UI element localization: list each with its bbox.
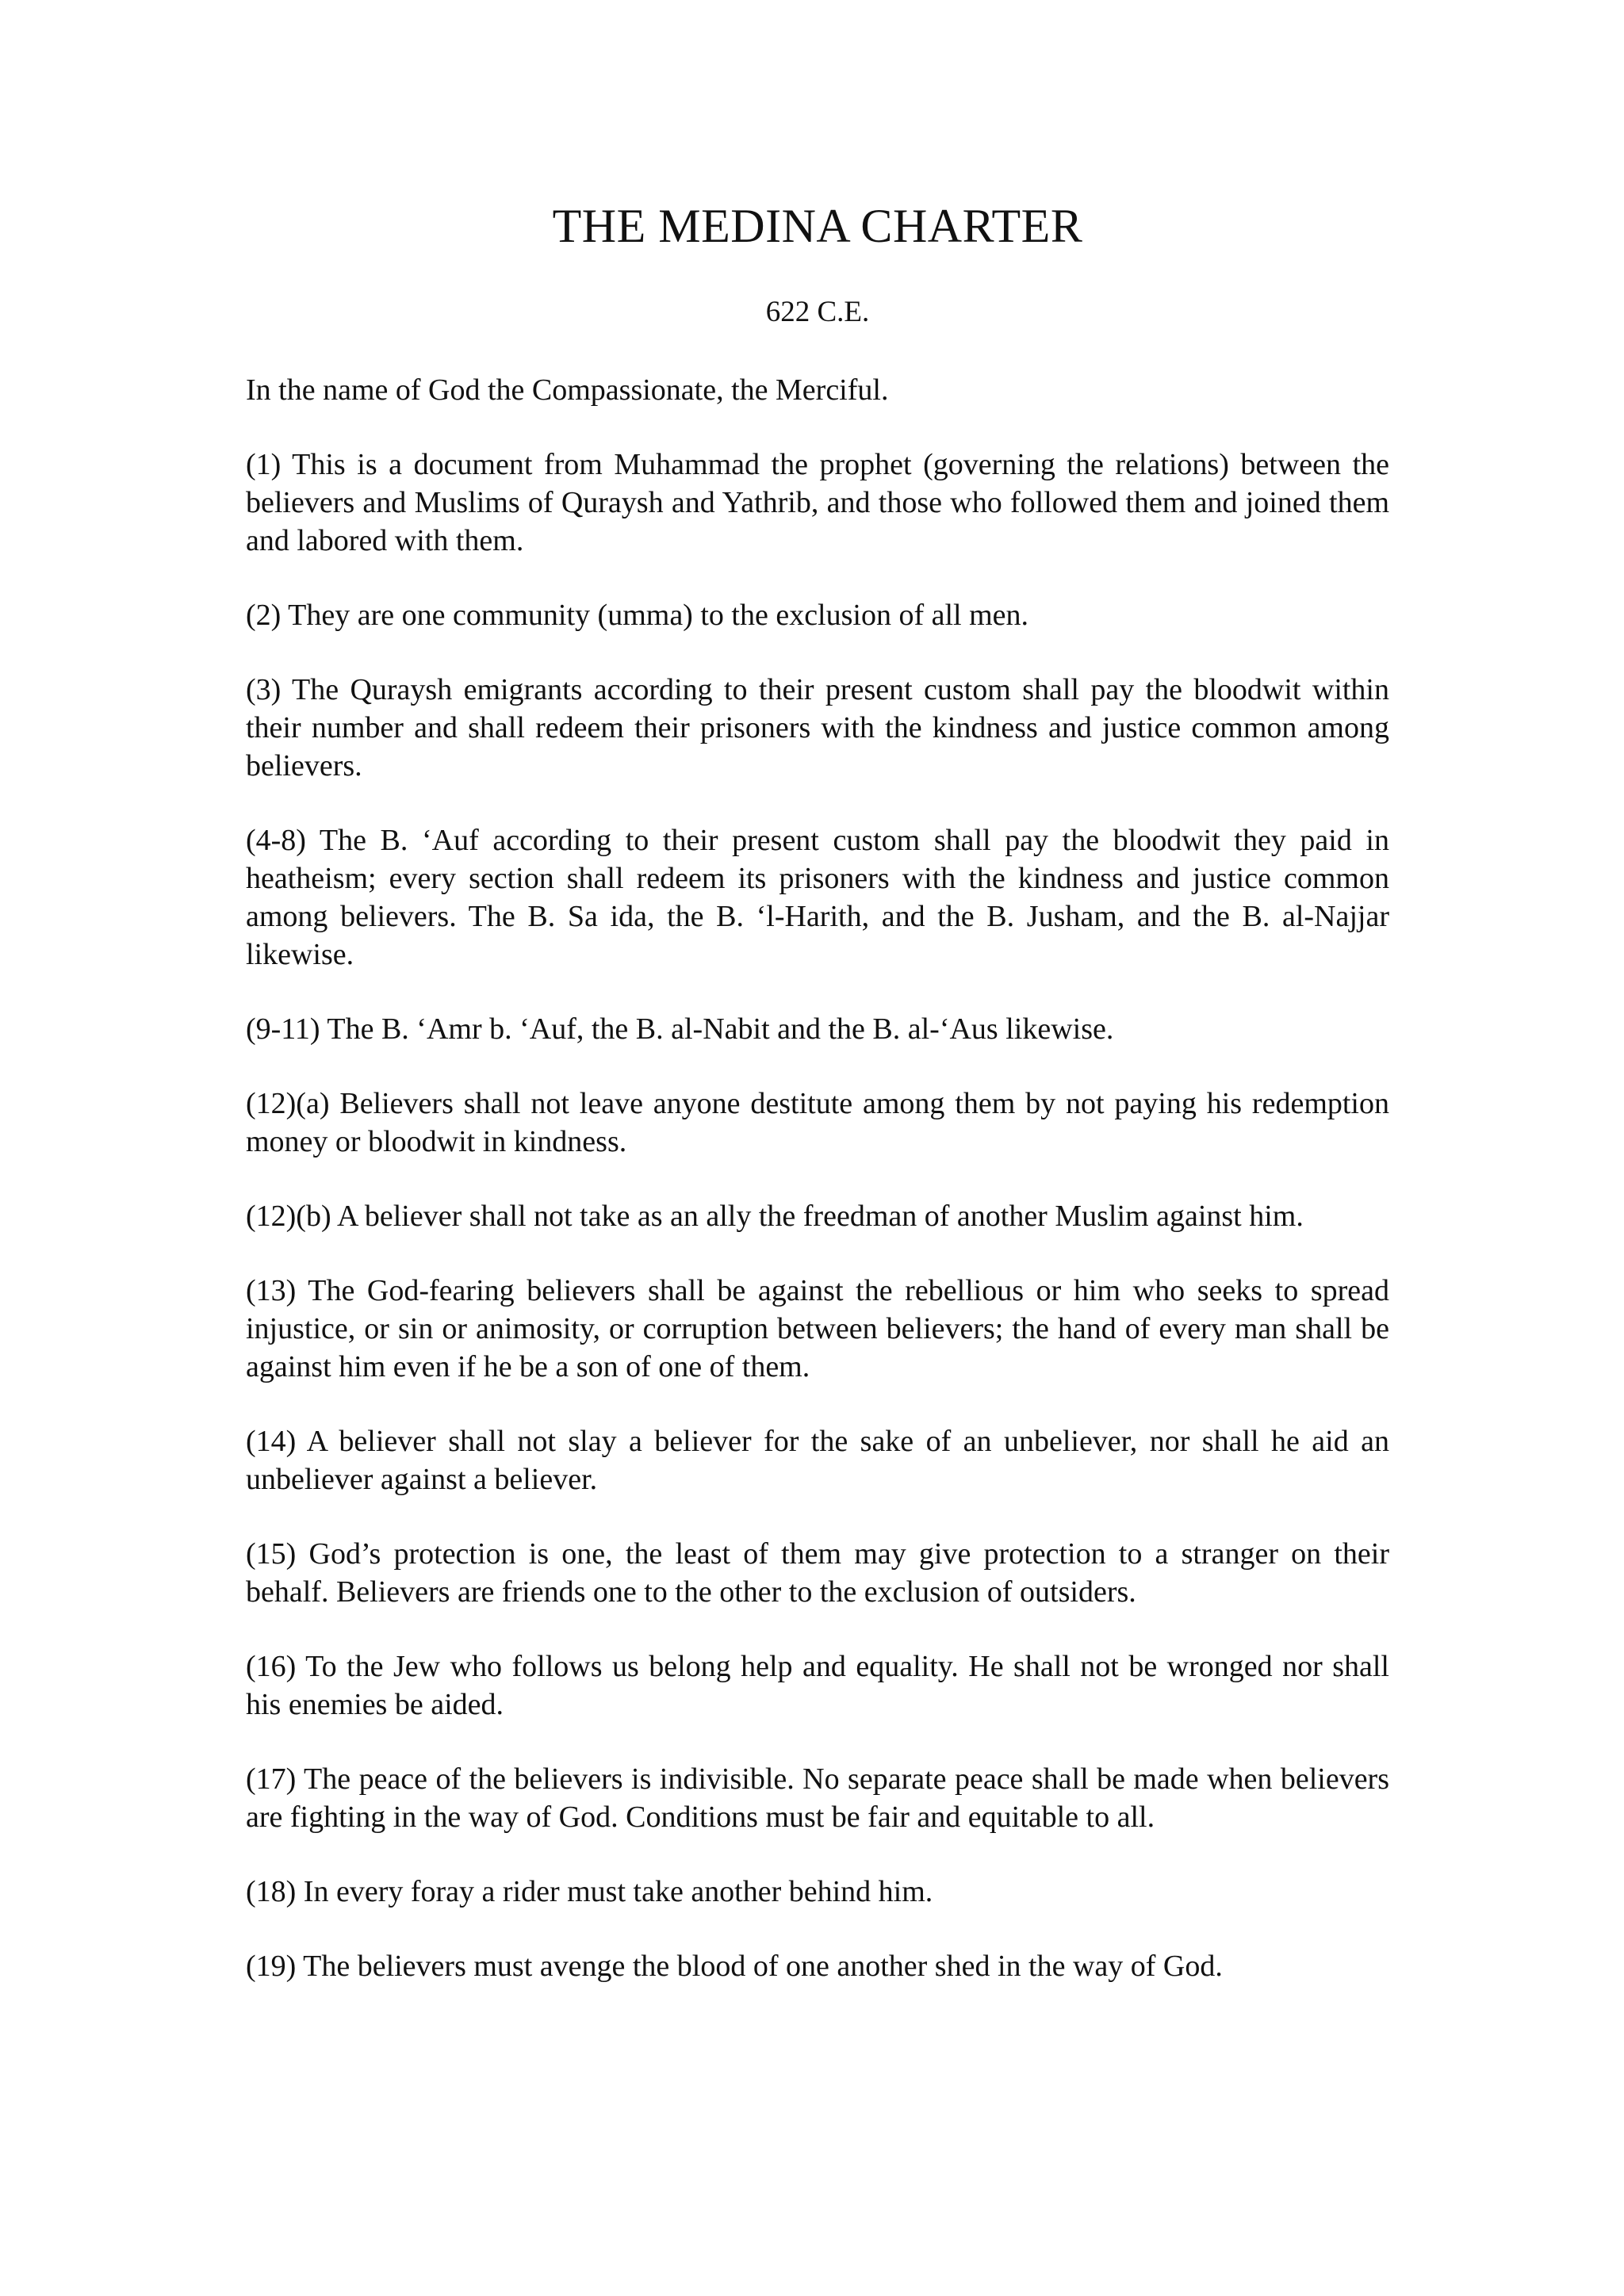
document-body [246,190,1389,1985]
article-2: (2) They are one community (umma) to the exclusion of all men. [246,599,1029,632]
document-title: THE MEDINA CHARTER [552,200,1083,252]
article-17: (17) The peace of the believers is indivisible. No separate peace shall be made when believers are fighting in the way of God. Conditions must be fair and equitable to all. [246,1762,1389,1834]
article-14: (14) A believer shall not slay a believer for the sake of an unbeliever, nor shall he aid an unbeliever against a believer. [246,1425,1389,1496]
article-12a: (12)(a) Believers shall not leave anyone destitute among them by not paying his redemption money or bloodwit in kindness. [246,1087,1389,1158]
article-13: (13) The God-fearing believers shall be against the rebellious or him who seeks to spread injustice, or sin or animosity, or corruption between believers; the hand of every man shall be against him even if he be a son of one of them. [246,1274,1389,1383]
document-date: 622 C.E. [765,296,870,328]
article-19: (19) The believers must avenge the blood of one another shed in the way of God. [246,1950,1223,1983]
article-16: (16) To the Jew who follows us belong help and equality. He shall not be wronged nor shall his enemies be aided. [246,1650,1389,1721]
article-18: (18) In every foray a rider must take another behind him. [246,1875,933,1908]
article-12b: (12)(b) A believer shall not take as an ally the freedman of another Muslim against him. [246,1200,1304,1233]
article-3: (3) The Quraysh emigrants according to their present custom shall pay the bloodwit within their number and shall redeem their prisoners with the kindness and justice common among believers. [246,673,1389,783]
article-4-8: (4-8) The B. ‘Auf according to their present custom shall pay the bloodwit they paid in heatheism; every section shall redeem its prisoners with the kindness and justice common among believers. The B. Sa ida, the B. ‘l-Harith, and the B. Jusham, and the B. al-Najjar likewise. [246,824,1389,971]
article-9-11: (9-11) The B. ‘Amr b. ‘Auf, the B. al-Nabit and the B. al-‘Aus likewise. [246,1012,1114,1046]
article-15: (15) God’s protection is one, the least of them may give protection to a stranger on their behalf. Believers are friends one to the other to the exclusion of outsiders. [246,1537,1389,1609]
invocation-paragraph: In the name of God the Compassionate, the Merciful. [246,373,889,407]
article-1: (1) This is a document from Muhammad the prophet (governing the relations) between the believers and Muslims of Quraysh and Yathrib, and those who followed them and joined them and labored with them. [246,448,1389,557]
